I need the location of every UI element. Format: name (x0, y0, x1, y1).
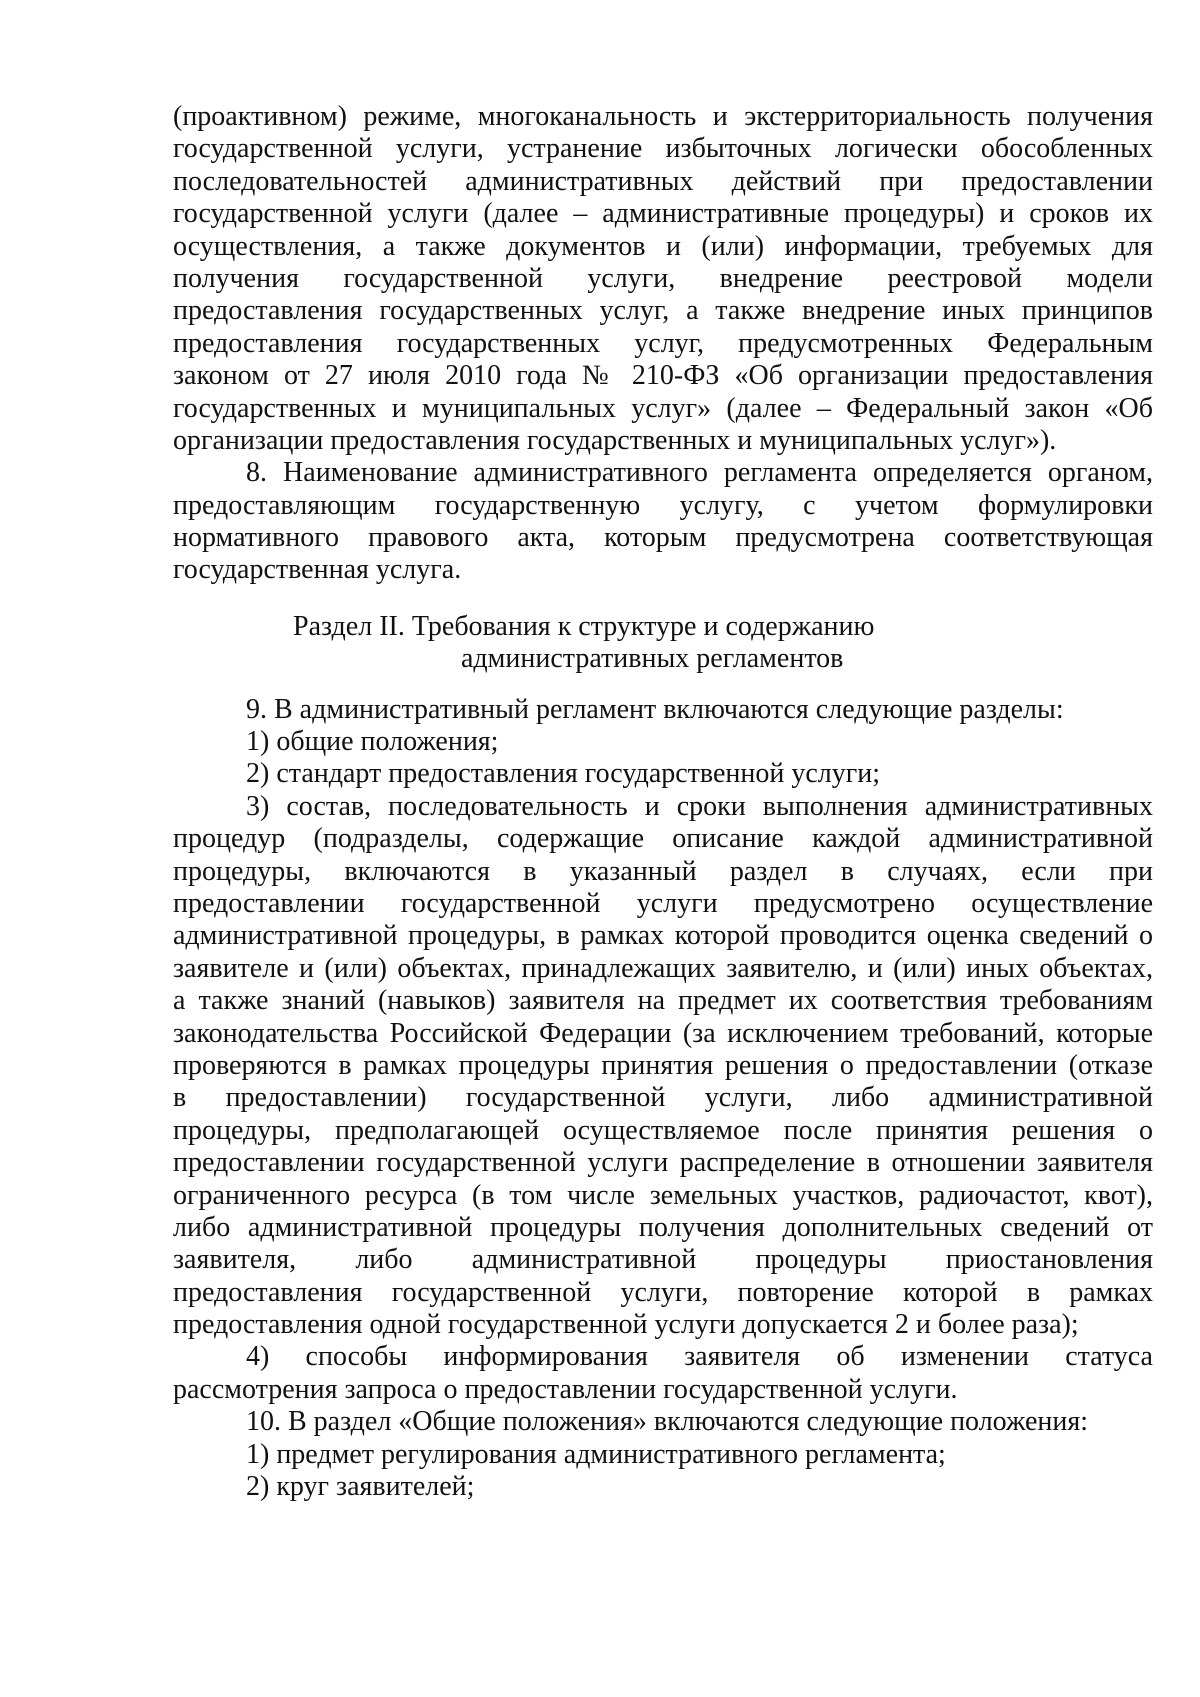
text-line: проверяются в рамках процедуры принятия решения о предоставлении (отказе (173, 1049, 1153, 1081)
list-item: 2) круг заявителей; (246, 1471, 475, 1503)
text-line: 4) способы информирования заявителя об изменении статуса (246, 1341, 1153, 1373)
text-line: государственная услуга. (173, 554, 462, 586)
text-line: предоставлении государственной услуги предусмотрено осуществление (173, 887, 1153, 919)
text-line: рассмотрения запроса о предоставлении государственной услуги. (173, 1373, 958, 1405)
paragraph-7-continuation (173, 101, 1153, 457)
text-line: процедуры, включаются в указанный раздел в случаях, если при (173, 855, 1153, 887)
text-line: предоставлении государственной услуги распределение в отношении заявителя (173, 1147, 1153, 1179)
text-line: предоставления одной государственной услуги допускается 2 и более раза); (173, 1309, 1079, 1341)
list-item: 1) общие положения; (246, 726, 499, 758)
text-line: заявителя, либо административной процедуры приостановления (173, 1244, 1153, 1276)
text-line: (проактивном) режиме, многоканальность и экстерриториальность получения (173, 101, 1153, 132)
text-line: законодательства Российской Федерации (за исключением требований, которые (173, 1017, 1153, 1049)
text-line: государственной услуги, устранение избыточных логически обособленных (173, 133, 1153, 165)
paragraph-9 (173, 694, 1153, 1407)
paragraph-intro: 10. В раздел «Общие положения» включаются следующие положения: (246, 1406, 1088, 1438)
list-item: 1) предмет регулирования административного регламента; (246, 1438, 946, 1470)
text-line: нормативного правового акта, которым предусмотрена соответствующая (173, 522, 1153, 554)
text-line: заявителе и (или) объектах, принадлежащих заявителю, и (или) иных объектах, (173, 952, 1153, 984)
text-line: 8. Наименование административного регламента определяется органом, (246, 457, 1153, 489)
text-line: процедуры, предполагающей осуществляемое после принятия решения о (173, 1114, 1153, 1146)
section-heading-line: Раздел II. Требования к структуре и содержанию (293, 610, 875, 642)
text-line: государственной услуги (далее – административные процедуры) и сроков их (173, 198, 1153, 230)
text-line: 3) состав, последовательность и сроки выполнения административных (246, 790, 1153, 822)
text-line: предоставляющим государственную услугу, с учетом формулировки (173, 489, 1153, 521)
document-page (173, 101, 1153, 1503)
text-line: законом от 27 июля 2010 года № 210-ФЗ «Об организации предоставления (173, 360, 1153, 392)
text-line: административной процедуры, в рамках которой проводится оценка сведений о (173, 920, 1153, 952)
text-line: в предоставлении) государственной услуги, либо административной (173, 1082, 1153, 1114)
paragraph-10 (173, 1406, 1153, 1503)
text-line: последовательностей административных действий при предоставлении (173, 165, 1153, 197)
list-item: 2) стандарт предоставления государственной услуги; (246, 758, 881, 790)
text-line: а также знаний (навыков) заявителя на предмет их соответствия требованиям (173, 985, 1153, 1017)
paragraph-intro: 9. В административный регламент включаются следующие разделы: (246, 693, 1064, 725)
text-line: ограниченного ресурса (в том числе земельных участков, радиочастот, квот), (173, 1179, 1153, 1211)
text-line: государственных и муниципальных услуг» (далее – Федеральный закон «Об (173, 392, 1153, 424)
text-line: предоставления государственных услуг, а также внедрение иных принципов (173, 295, 1153, 327)
text-line: процедур (подразделы, содержащие описание каждой административной (173, 823, 1153, 855)
section-heading (173, 611, 1153, 676)
section-heading-line: административных регламентов (461, 643, 844, 675)
text-line: получения государственной услуги, внедрение реестровой модели (173, 262, 1153, 294)
text-line: организации предоставления государственных и муниципальных услуг»). (173, 424, 1057, 456)
paragraph-8 (173, 457, 1153, 587)
text-line: предоставления государственных услуг, предусмотренных Федеральным (173, 327, 1153, 359)
text-line: либо административной процедуры получения дополнительных сведений от (173, 1211, 1153, 1243)
text-line: предоставления государственной услуги, повторение которой в рамках (173, 1276, 1153, 1308)
text-line: осуществления, а также документов и (или) информации, требуемых для (173, 230, 1153, 262)
